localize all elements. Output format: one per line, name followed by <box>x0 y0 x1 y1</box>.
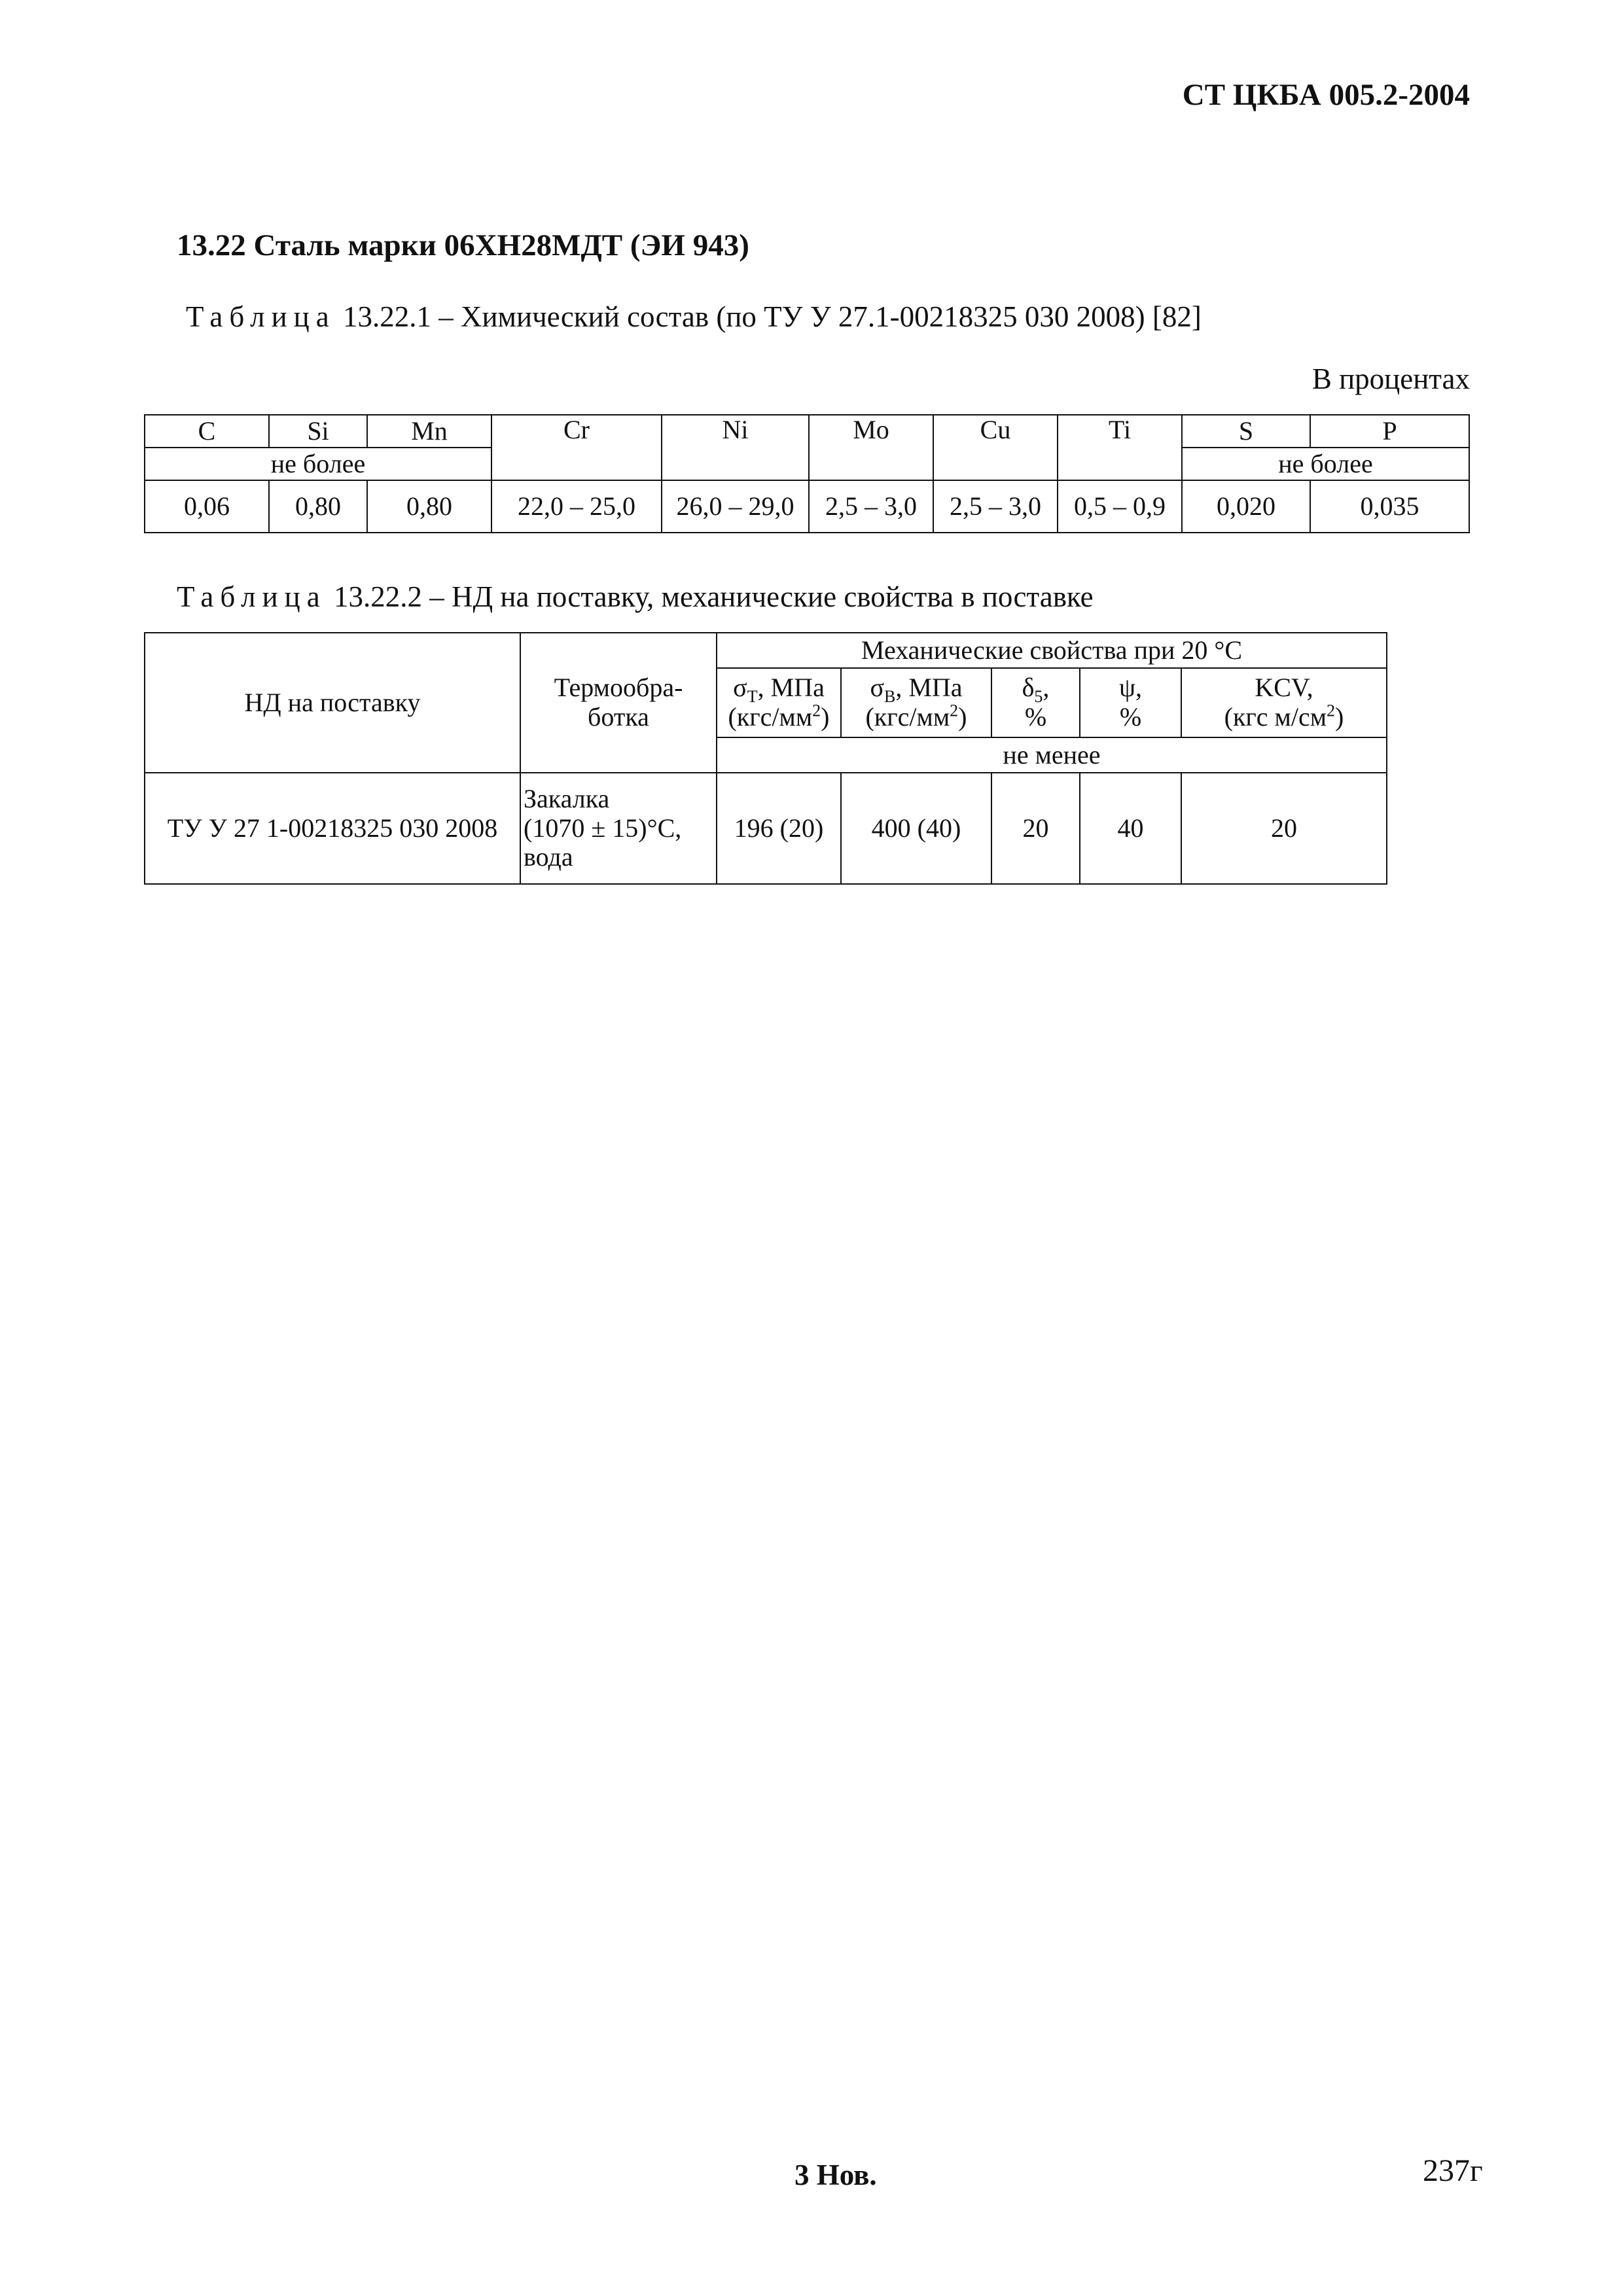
limit-label-left: не более <box>145 448 491 480</box>
heat-treatment-line-1: Термообра- <box>554 673 683 703</box>
table-row <box>145 773 1387 884</box>
section-title: 13.22 Сталь марки 06ХН28МДТ (ЭИ 943) <box>177 228 749 262</box>
table2-header-row-1 <box>145 633 1387 668</box>
sigma-b-close: ) <box>958 702 967 732</box>
psi-symbol: ψ, <box>1118 673 1143 703</box>
header-nd: НД на поставку <box>145 633 520 773</box>
sigma-t-unit: , МПа <box>757 673 825 703</box>
table1-caption-text: 13.22.1 – Химический состав (по ТУ У 27.1-00218325 030 2008) [82] <box>342 300 1202 333</box>
value-cr: 22,0 – 25,0 <box>491 480 662 533</box>
header-mn: Mn <box>367 415 491 448</box>
value-ni: 26,0 – 29,0 <box>662 480 809 533</box>
table1-value-row <box>145 480 1469 533</box>
header-mo: Mo <box>809 415 933 480</box>
table2-caption <box>177 580 1094 614</box>
table1-header-row <box>145 415 1469 448</box>
header-ti: Ti <box>1058 415 1182 480</box>
header-impact-toughness <box>1181 668 1387 737</box>
kcv-close: ) <box>1335 702 1344 732</box>
kcv-sup: 2 <box>1327 701 1336 720</box>
value-p: 0,035 <box>1310 480 1469 533</box>
chemical-composition-table <box>144 414 1470 533</box>
value-cu: 2,5 – 3,0 <box>933 480 1058 533</box>
header-cu: Cu <box>933 415 1058 480</box>
row-sigma-t: 196 (20) <box>717 773 841 884</box>
row-sigma-b: 400 (40) <box>841 773 991 884</box>
delta-comma: , <box>1043 673 1050 703</box>
sigma-b-sup: 2 <box>950 701 959 720</box>
delta-symbol: δ <box>1022 673 1035 703</box>
document-code: СТ ЦКБА 005.2-2004 <box>1182 78 1470 112</box>
header-tensile-strength <box>841 668 991 737</box>
value-mo: 2,5 – 3,0 <box>809 480 933 533</box>
sigma-t-kgs: (кгс/мм <box>728 702 813 732</box>
not-less-label: не менее <box>717 737 1387 773</box>
limit-label-right: не более <box>1182 448 1469 480</box>
value-si: 0,80 <box>269 480 367 533</box>
header-si: Si <box>269 415 367 448</box>
sigma-b-subscript: В <box>884 687 896 707</box>
footer-issue: 3 Нов. <box>794 2159 877 2191</box>
row-heat-line-2: (1070 ± 15)°С, <box>524 813 682 843</box>
header-c: C <box>145 415 269 448</box>
row-psi: 40 <box>1080 773 1181 884</box>
header-elongation <box>991 668 1080 737</box>
header-heat-treatment <box>520 633 717 773</box>
header-cr: Cr <box>491 415 662 480</box>
row-heat-treatment <box>520 773 717 884</box>
sigma-t-subscript: Т <box>747 687 758 707</box>
header-s: S <box>1182 415 1310 448</box>
table1-units: В процентах <box>1311 362 1470 395</box>
delta-percent: % <box>1024 702 1047 732</box>
heat-treatment-line-2: ботка <box>588 702 649 732</box>
header-p: P <box>1310 415 1469 448</box>
header-ni: Ni <box>662 415 809 480</box>
value-s: 0,020 <box>1182 480 1310 533</box>
delta-subscript: 5 <box>1034 687 1043 707</box>
sigma-t-symbol: σ <box>733 673 747 703</box>
row-kcv: 20 <box>1181 773 1387 884</box>
sigma-b-kgs: (кгс/мм <box>865 702 950 732</box>
value-c: 0,06 <box>145 480 269 533</box>
table1-caption <box>186 300 1202 334</box>
header-mechanical-properties: Механические свойства при 20 °С <box>717 633 1387 668</box>
kcv-unit: (кгс м/см <box>1224 702 1327 732</box>
sigma-b-symbol: σ <box>870 673 884 703</box>
table2-caption-word: Таблица <box>177 580 327 613</box>
sigma-t-sup: 2 <box>812 701 821 720</box>
page-number: 237г <box>1423 2153 1483 2188</box>
mechanical-properties-table <box>144 632 1387 885</box>
header-yield-strength <box>717 668 841 737</box>
kcv-label: KCV, <box>1255 673 1313 703</box>
value-mn: 0,80 <box>367 480 491 533</box>
row-delta: 20 <box>991 773 1080 884</box>
sigma-t-close: ) <box>821 702 830 732</box>
header-reduction <box>1080 668 1181 737</box>
value-ti: 0,5 – 0,9 <box>1058 480 1182 533</box>
sigma-b-unit: , МПа <box>895 673 963 703</box>
psi-percent: % <box>1119 702 1142 732</box>
table2-caption-text: 13.22.2 – НД на поставку, механические свойства в поставке <box>333 580 1094 613</box>
row-heat-line-3: вода <box>524 842 573 872</box>
row-nd: ТУ У 27 1-00218325 030 2008 <box>145 773 520 884</box>
table1-caption-word: Таблица <box>186 300 336 333</box>
row-heat-line-1: Закалка <box>524 783 610 813</box>
